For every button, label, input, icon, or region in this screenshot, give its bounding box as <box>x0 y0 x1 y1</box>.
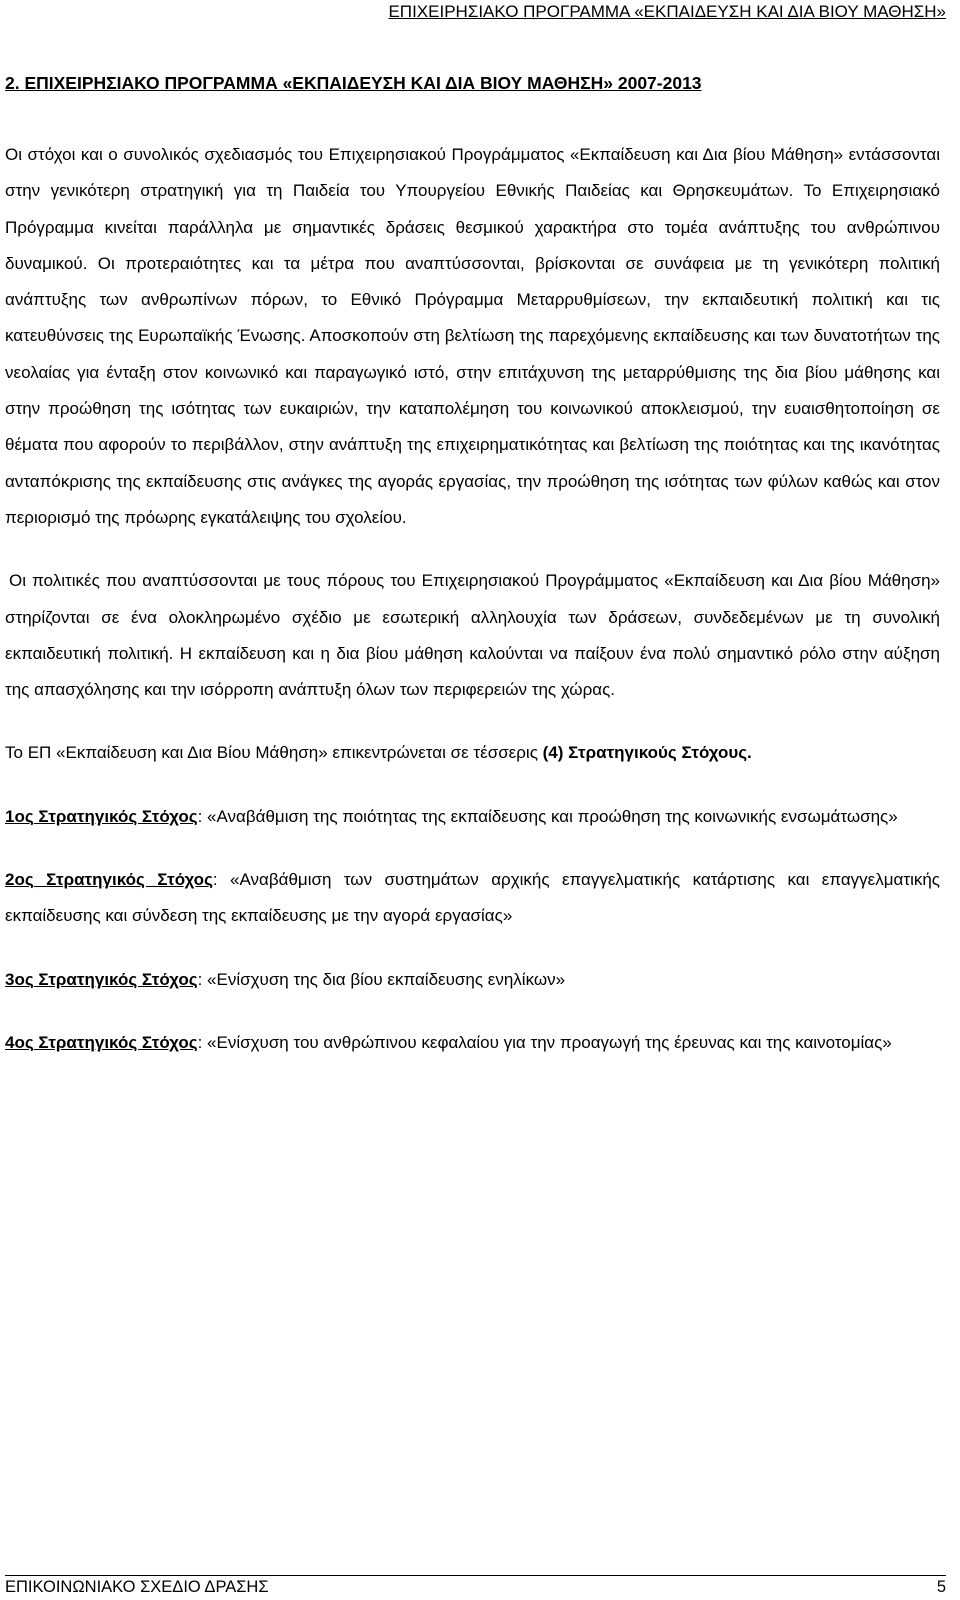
goal-label: Στρατηγικός Στόχος <box>38 969 198 989</box>
page-number: 5 <box>936 1578 946 1596</box>
goal-number: 1ος <box>5 806 34 826</box>
goal-label: Στρατηγικός Στόχος <box>38 1032 198 1052</box>
goal-separator: : <box>212 870 231 890</box>
footer-title: ΕΠΙΚΟΙΝΩΝΙΑΚΟ ΣΧΕΔΙΟ ΔΡΑΣΗΣ <box>5 1578 269 1596</box>
goal-separator: : <box>197 806 208 826</box>
goal-text: «Αναβάθμιση των συστημάτων αρχικής επαγγελματικής κατάρτισης και επαγγελματικής εκπαίδευσης και σύνδεση της εκπαίδευσης με την αγορά εργασίας» <box>5 870 940 926</box>
goal-number: 4ος <box>5 1032 34 1052</box>
document-body <box>5 137 940 1061</box>
running-header: ΕΠΙΧΕΙΡΗΣΙΑΚΟ ΠΡΟΓΡΑΜΜΑ «ΕΚΠΑΙΔΕΥΣΗ ΚΑΙ ΔΙΑ ΒΙΟΥ ΜΑΘΗΣΗ» <box>388 2 946 21</box>
focus-paragraph <box>5 735 940 771</box>
goal-text: «Ενίσχυση του ανθρώπινου κεφαλαίου για την προαγωγή της έρευνας και της καινοτομίας» <box>207 1032 892 1052</box>
strategic-goal-2 <box>5 862 940 935</box>
strategic-goal-4 <box>5 1025 940 1061</box>
goal-separator: : <box>197 1032 208 1052</box>
strategic-goal-3 <box>5 962 940 998</box>
section-title: 2. ΕΠΙΧΕΙΡΗΣΙΑΚΟ ΠΡΟΓΡΑΜΜΑ «ΕΚΠΑΙΔΕΥΣΗ ΚΑΙ ΔΙΑ ΒΙΟΥ ΜΑΘΗΣΗ» 2007-2013 <box>5 73 702 93</box>
goal-text: «Αναβάθμιση της ποιότητας της εκπαίδευσης και προώθηση της κοινωνικής ενσωμάτωσης» <box>207 806 898 826</box>
policies-paragraph: Οι πολιτικές που αναπτύσσονται με τους πόρους του Επιχειρησιακού Προγράμματος «Εκπαίδευση και Δια βίου Μάθηση» στηρίζονται σε ένα ολοκληρωμένο σχέδιο με εσωτερική αλληλουχία των δράσεων, συνδεδεμένων με τη συνολική εκπαιδευτική πολιτική. Η εκπαίδευση και η δια βίου μάθηση καλούνται να παίξουν ένα πολύ σημαντικό ρόλο στην αύξηση της απασχόλησης και την ισόρροπη ανάπτυξη όλων των περιφερειών της χώρας. <box>5 571 940 700</box>
focus-bold-text: (4) Στρατηγικούς Στόχους. <box>542 743 752 763</box>
focus-text: Το ΕΠ «Εκπαίδευση και Δια Βίου Μάθηση» επικεντρώνεται σε τέσσερις <box>5 743 543 763</box>
goal-text: «Ενίσχυση της δια βίου εκπαίδευσης ενηλίκων» <box>207 969 566 989</box>
goal-number: 2ος <box>5 870 34 890</box>
goal-label: Στρατηγικός Στόχος <box>38 806 198 826</box>
goal-separator: : <box>197 969 208 989</box>
goal-label: Στρατηγικός Στόχος <box>46 870 213 890</box>
page-footer <box>5 1575 946 1600</box>
strategic-goal-1 <box>5 799 940 835</box>
intro-paragraph: Οι στόχοι και ο συνολικός σχεδιασμός του Επιχειρησιακού Προγράμματος «Εκπαίδευση και Δια βίου Μάθηση» εντάσσονται στην γενικότερη στρατηγική για τη Παιδεία του Υπουργείου Εθνικής Παιδείας και Θρησκευμάτων. Το Επιχειρησιακό Πρόγραμμα κινείται παράλληλα με σημαντικές δράσεις θεσμικού χαρακτήρα στο τομέα ανάπτυξης του ανθρώπινου δυναμικού. Οι προτεραιότητες και τα μέτρα που αναπτύσσονται, βρίσκονται σε συνάφεια με τη γενικότερη πολιτική ανάπτυξης των ανθρωπίνων πόρων, το Εθνικό Πρόγραμμα Μεταρρυθμίσεων, την εκπαιδευτική πολιτική και τις κατευθύνσεις της Ευρωπαϊκής Ένωσης. Αποσκοπούν στη βελτίωση της παρεχόμενης εκπαίδευσης και των δυνατοτήτων της νεολαίας για ένταξη στον κοινωνικό και παραγωγικό ιστό, στην επιτάχυνση της μεταρρύθμισης της δια βίου μάθησης και στην προώθηση της ισότητας των ευκαιριών, την καταπολέμηση του κοινωνικού αποκλεισμού, την ευαισθητοποίηση σε θέματα που αφορούν το περιβάλλον, στην ανάπτυξη της επιχειρηματικότητας και βελτίωση της ποιότητας και της ικανότητας ανταπόκρισης της εκπαίδευσης στις ανάγκες της αγοράς εργασίας, την προώθηση της ισότητας των φύλων καθώς και στον περιορισμό της πρόωρης εγκατάλειψης του σχολείου. <box>5 145 940 527</box>
goal-number: 3ος <box>5 969 34 989</box>
